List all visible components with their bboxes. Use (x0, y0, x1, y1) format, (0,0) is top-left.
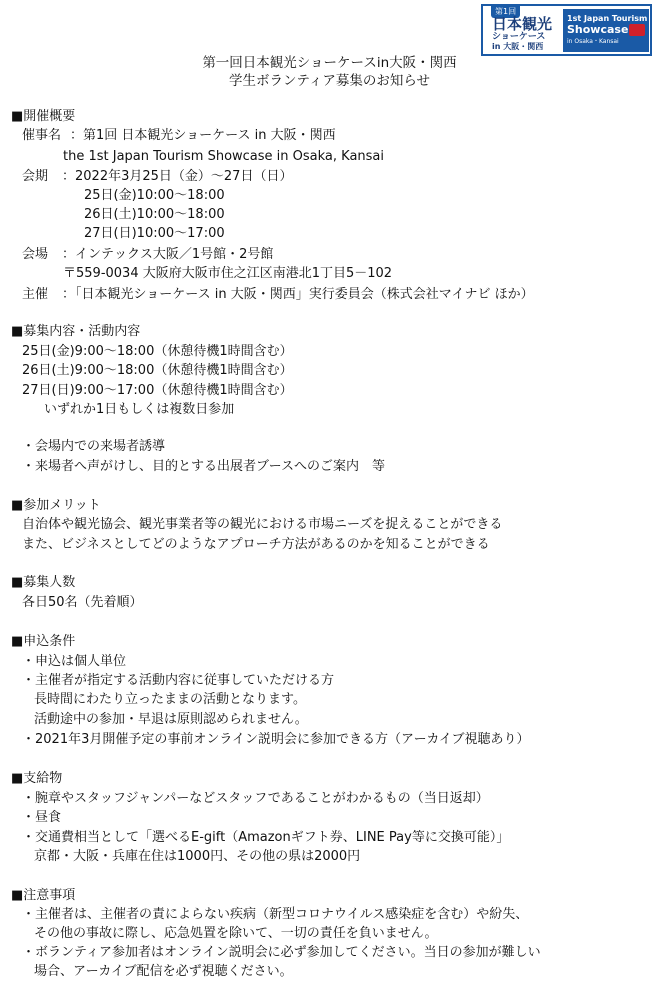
overview-heading: ■開催概要 (11, 109, 76, 124)
recruitment-count: 各日50名（先着順） (22, 595, 143, 610)
merits-heading: ■参加メリット (11, 498, 101, 513)
organizer-value: ：「日本観光ショーケース in 大阪・関西」実行委員会（株式会社マイナビ ほか） (62, 287, 534, 302)
merit-line: また、ビジネスとしてどのようなアプローチ方法があるのかを知ることができる (22, 537, 490, 552)
activity-duty: ・会場内での来場者誘導 (22, 439, 166, 454)
note-detail: その他の事故に際し、応急処置を除いて、一切の責任を負いません。 (34, 926, 438, 941)
event-name: ：第1回 日本観光ショーケース in 大阪・関西 (70, 128, 336, 143)
period-day3: 27日(日)10:00～17:00 (84, 226, 225, 241)
activity-slot: 27日(日)9:00～17:00（休憩待機1時間含む） (22, 383, 293, 398)
logo-jp-line1: 日本観光 (492, 15, 553, 33)
logo-en-line1: 1st Japan Tourism (567, 14, 648, 23)
period-day2: 26日(土)10:00～18:00 (84, 207, 225, 222)
provision-item: ・腕章やスタッフジャンパーなどスタッフであることがわかるもの（当日返却） (22, 791, 489, 806)
condition-item: ・主催者が指定する活動内容に従事していただける方 (22, 673, 335, 688)
event-label: 催事名 (22, 128, 62, 143)
period-day1: 25日(金)10:00～18:00 (84, 188, 225, 203)
period-value: ：2022年3月25日（金）～27日（日） (62, 169, 293, 184)
logo-flag-icon (629, 24, 645, 36)
logo-jp-line3: in 大阪・関西 (492, 42, 544, 51)
logo-en-line2: Showcase (567, 23, 629, 36)
venue-value: ：インテックス大阪／1号館・2号館 (62, 247, 274, 262)
period-label: 会期 (22, 169, 49, 184)
provision-item: ・交通費相当として「選べるE-gift（Amazonギフト券、LINE Pay等に交換可能）」 (22, 830, 510, 845)
condition-item: ・2021年3月開催予定の事前オンライン説明会に参加できる方（アーカイブ視聴あり） (22, 732, 530, 747)
participation-note: いずれか1日もしくは複数日参加 (44, 402, 235, 417)
provision-item: ・昼食 (22, 810, 62, 825)
conditions-heading: ■申込条件 (11, 634, 76, 649)
event-name-en: the 1st Japan Tourism Showcase in Osaka, Kansai (63, 149, 385, 164)
condition-item: ・申込は個人単位 (22, 654, 127, 669)
condition-detail: 活動途中の参加・早退は原則認められません。 (34, 712, 308, 727)
activity-slot: 26日(土)9:00～18:00（休憩待機1時間含む） (22, 363, 293, 378)
note-item: ・主催者は、主催者の責によらない疾病（新型コロナウイルス感染症を含む）や紛失、 (22, 907, 529, 922)
page-subtitle: 学生ボランティア募集のお知らせ (228, 73, 430, 89)
activities-heading: ■募集内容・活動内容 (11, 324, 141, 339)
logo-en-line3: in Osaka・Kansai (567, 38, 619, 45)
event-logo (481, 4, 652, 56)
activity-duty: ・来場者へ声がけし、目的とする出展者ブースへのご案内 等 (22, 459, 385, 474)
venue-address: 〒559-0034 大阪府大阪市住之江区南港北1丁目5－102 (63, 266, 393, 281)
notes-heading: ■注意事項 (11, 888, 76, 903)
activity-slot: 25日(金)9:00～18:00（休憩待機1時間含む） (22, 344, 293, 359)
page-title: 第一回日本観光ショーケースin大阪・関西 (202, 55, 457, 71)
logo-badge: 第1回 (491, 5, 520, 18)
recruitment-heading: ■募集人数 (11, 575, 76, 590)
provision-detail: 京都・大阪・兵庫在住は1000円、その他の県は2000円 (34, 849, 361, 864)
logo-jp-line2: ショーケース (492, 32, 546, 42)
organizer-label: 主催 (22, 287, 49, 302)
condition-detail: 長時間にわたり立ったままの活動となります。 (34, 692, 306, 707)
note-detail: 場合、アーカイブ配信を必ず視聴ください。 (34, 964, 293, 979)
note-item: ・ボランティア参加者はオンライン説明会に必ず参加してください。当日の参加が難しい (22, 945, 541, 960)
venue-label: 会場 (22, 247, 49, 262)
logo-en-block (563, 9, 649, 52)
merit-line: 自治体や観光協会、観光事業者等の観光における市場ニーズを捉えることができる (22, 517, 503, 532)
provisions-heading: ■支給物 (11, 771, 63, 786)
